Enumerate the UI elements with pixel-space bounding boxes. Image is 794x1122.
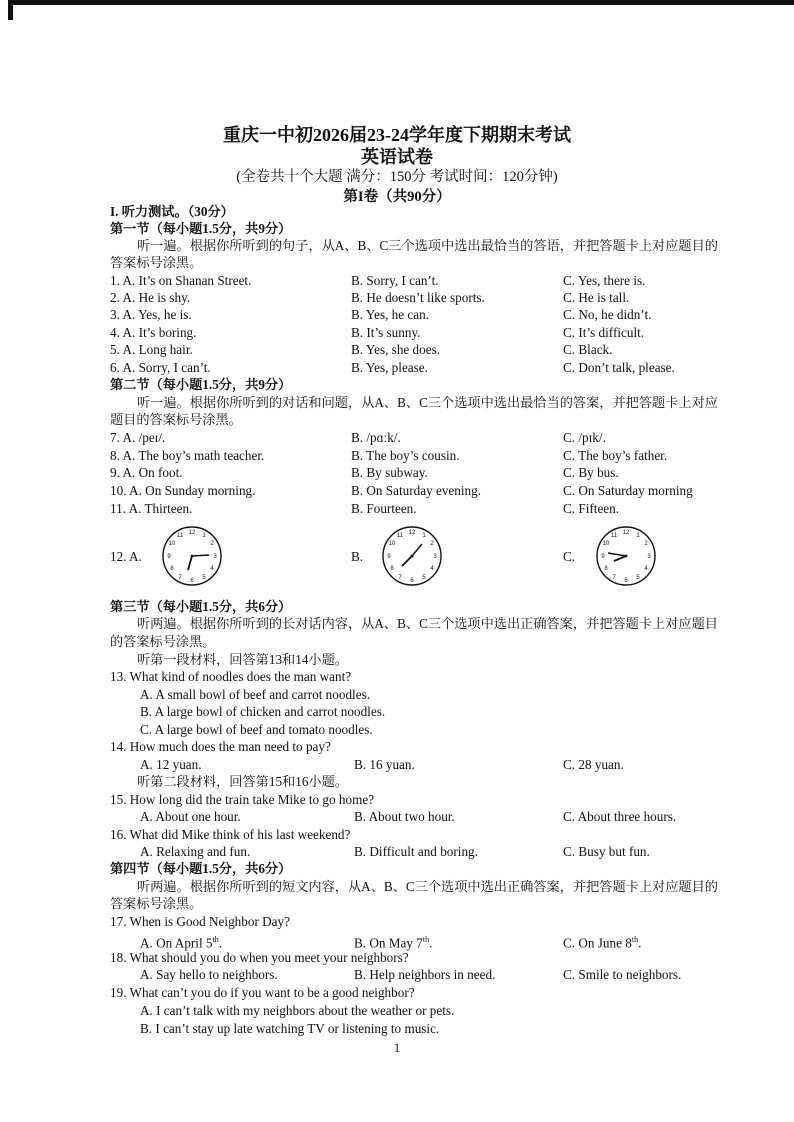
svg-text:1: 1 [422,533,426,539]
sec4-heading: 第四节（每小题1.5分，共6分） [110,861,292,876]
q9-option-a: 9. A. On foot. [110,465,183,480]
q2-option-c: C. He is tall. [563,290,630,305]
svg-text:3: 3 [647,554,651,560]
svg-text:3: 3 [213,554,217,560]
sec3-instruction: 听两遍。根据你所听到的长对话内容，从A、B、C三个选项中选出正确答案，并把答题卡上对应题目 [137,616,718,631]
svg-text:5: 5 [202,575,206,581]
svg-text:7: 7 [178,575,182,581]
q15-option-a: A. About one hour. [140,809,241,824]
svg-text:12: 12 [408,530,416,536]
svg-text:1: 1 [202,533,206,539]
q16-option-c: C. Busy but fun. [563,844,650,859]
svg-text:9: 9 [601,554,605,560]
sec2-instruction: 听一遍。根据你所听到的对话和问题，从A、B、C三个选项中选出最恰当的答案，并把答题卡上对应 [137,395,718,410]
q11-option-a: 11. A. Thirteen. [110,501,193,516]
sec4-instruction-cont: 答案标号涂黑。 [110,896,203,911]
q16-option-b: B. Difficult and boring. [354,844,478,859]
exam-title: 重庆一中初2026届23-24学年度下期期末考试 [223,125,571,145]
sec1-instruction: 听一遍。根据你所听到的句子，从A、B、C三个选项中选出最恰当的答语，并把答题卡上对应题目的 [137,238,718,253]
q15-option-c: C. About three hours. [563,809,677,824]
top-border [8,0,794,5]
svg-text:11: 11 [610,533,618,539]
q14-stem: 14. How much does the man need to pay? [110,739,331,754]
q13-option-c: C. A large bowl of beef and tomato noodles. [140,722,373,737]
sec3-material-1: 听第一段材料，回答第13和14小题。 [137,652,348,667]
page-number: 1 [393,1040,401,1055]
svg-text:4: 4 [644,566,648,572]
q3-option-b: B. Yes, he can. [351,307,430,322]
q9-option-c: C. By bus. [563,465,619,480]
exam-subject: 英语试卷 [361,147,433,167]
clock-icon-b [380,524,444,588]
svg-text:1: 1 [636,533,640,539]
q12-option-b: B. [351,549,364,564]
q9-option-b: B. By subway. [351,465,428,480]
part1-heading: I. 听力测试。（30分） [110,204,234,219]
corner-mark [8,0,13,20]
q15-stem: 15. How long did the train take Mike to go home? [110,792,375,807]
svg-text:8: 8 [604,566,608,572]
svg-text:11: 11 [396,533,404,539]
q1-option-c: C. Yes, there is. [563,273,646,288]
q14-option-a: A. 12 yuan. [140,757,202,772]
q7-option-c: C. /pɪk/. [563,430,606,445]
q19-stem: 19. What can’t you do if you want to be a good neighbor? [110,985,415,1000]
q16-stem: 16. What did Mike think of his last weekend? [110,827,351,842]
svg-text:6: 6 [624,578,628,584]
svg-text:10: 10 [602,541,610,547]
svg-text:5: 5 [422,575,426,581]
svg-text:12: 12 [188,530,196,536]
svg-text:6: 6 [190,578,194,584]
q14-option-b: B. 16 yuan. [354,757,415,772]
q11-option-b: B. Fourteen. [351,501,417,516]
svg-text:11: 11 [176,533,184,539]
q16-option-a: A. Relaxing and fun. [140,844,251,859]
q3-option-a: 3. A. Yes, he is. [110,307,192,322]
svg-text:2: 2 [644,541,648,547]
svg-text:7: 7 [398,575,402,581]
q11-option-c: C. Fifteen. [563,501,620,516]
q17-option-a: A. On April 5th. [140,935,223,951]
clock-icon-c [594,524,658,588]
q1-option-a: 1. A. It’s on Shanan Street. [110,273,252,288]
q19-option-a: A. I can’t talk with my neighbors about the weather or pets. [140,1003,455,1018]
svg-text:12: 12 [622,530,630,536]
q2-option-a: 2. A. He is shy. [110,290,191,305]
q18-option-a: A. Say hello to neighbors. [140,967,278,982]
svg-text:5: 5 [636,575,640,581]
svg-text:9: 9 [167,554,171,560]
exam-info: (全卷共十个大题 满分：150分 考试时间：120分钟) [236,169,558,185]
q18-stem: 18. What should you do when you meet your neighbors? [110,950,409,965]
svg-text:8: 8 [390,566,394,572]
q7-option-a: 7. A. /peɪ/. [110,430,166,445]
q6-option-c: C. Don’t talk, please. [563,360,675,375]
clock-icon-a [160,524,224,588]
q12-option-c: C. [563,549,576,564]
svg-text:6: 6 [410,578,414,584]
q6-option-b: B. Yes, please. [351,360,428,375]
q4-option-c: C. It’s difficult. [563,325,645,340]
q5-option-a: 5. A. Long hair. [110,342,193,357]
svg-text:9: 9 [387,554,391,560]
q12-option-a: 12. A. [110,549,142,564]
q3-option-c: C. No, he didn’t. [563,307,652,322]
q4-option-b: B. It’s sunny. [351,325,421,340]
svg-text:2: 2 [210,541,214,547]
volume-heading: 第I卷（共90分） [343,189,451,205]
q6-option-a: 6. A. Sorry, I can’t. [110,360,211,375]
svg-text:3: 3 [433,554,437,560]
q17-option-b: B. On May 7th. [354,935,433,951]
q2-option-b: B. He doesn’t like sports. [351,290,485,305]
q17-option-c: C. On June 8th. [563,935,642,951]
svg-text:10: 10 [388,541,396,547]
q10-option-a: 10. A. On Sunday morning. [110,483,256,498]
svg-text:8: 8 [170,566,174,572]
sec3-heading: 第三节（每小题1.5分，共6分） [110,599,292,614]
sec3-instruction-cont: 的答案标号涂黑。 [110,634,216,649]
q14-option-c: C. 28 yuan. [563,757,624,772]
q7-option-b: B. /pɑːk/. [351,430,401,445]
q5-option-c: C. Black. [563,342,613,357]
svg-text:4: 4 [430,566,434,572]
q19-option-b: B. I can’t stay up late watching TV or listening to music. [140,1021,440,1036]
sec2-heading: 第二节（每小题1.5分，共9分） [110,377,292,392]
q13-option-a: A. A small bowl of beef and carrot noodles. [140,687,370,702]
q1-option-b: B. Sorry, I can’t. [351,273,439,288]
q13-stem: 13. What kind of noodles does the man want? [110,669,352,684]
q10-option-b: B. On Saturday evening. [351,483,482,498]
svg-text:4: 4 [210,566,214,572]
q18-option-b: B. Help neighbors in need. [354,967,496,982]
q17-stem: 17. When is Good Neighbor Day? [110,914,290,929]
q13-option-b: B. A large bowl of chicken and carrot noodles. [140,704,386,719]
q8-option-b: B. The boy’s cousin. [351,448,460,463]
svg-text:7: 7 [612,575,616,581]
q8-option-a: 8. A. The boy’s math teacher. [110,448,265,463]
q4-option-a: 4. A. It’s boring. [110,325,197,340]
sec2-instruction-cont: 题目的答案标号涂黑。 [110,412,242,427]
q5-option-b: B. Yes, she does. [351,342,441,357]
sec1-heading: 第一节（每小题1.5分，共9分） [110,221,292,236]
q18-option-c: C. Smile to neighbors. [563,967,682,982]
q8-option-c: C. The boy’s father. [563,448,668,463]
sec4-instruction: 听两遍。根据你所听到的短文内容，从A、B、C三个选项中选出正确答案，并把答题卡上对应题目的 [137,879,718,894]
sec1-instruction-cont: 答案标号涂黑。 [110,255,203,270]
sec3-material-2: 听第二段材料，回答第15和16小题。 [137,774,348,789]
svg-text:2: 2 [430,541,434,547]
q15-option-b: B. About two hour. [354,809,455,824]
svg-text:10: 10 [168,541,176,547]
q10-option-c: C. On Saturday morning [563,483,693,498]
